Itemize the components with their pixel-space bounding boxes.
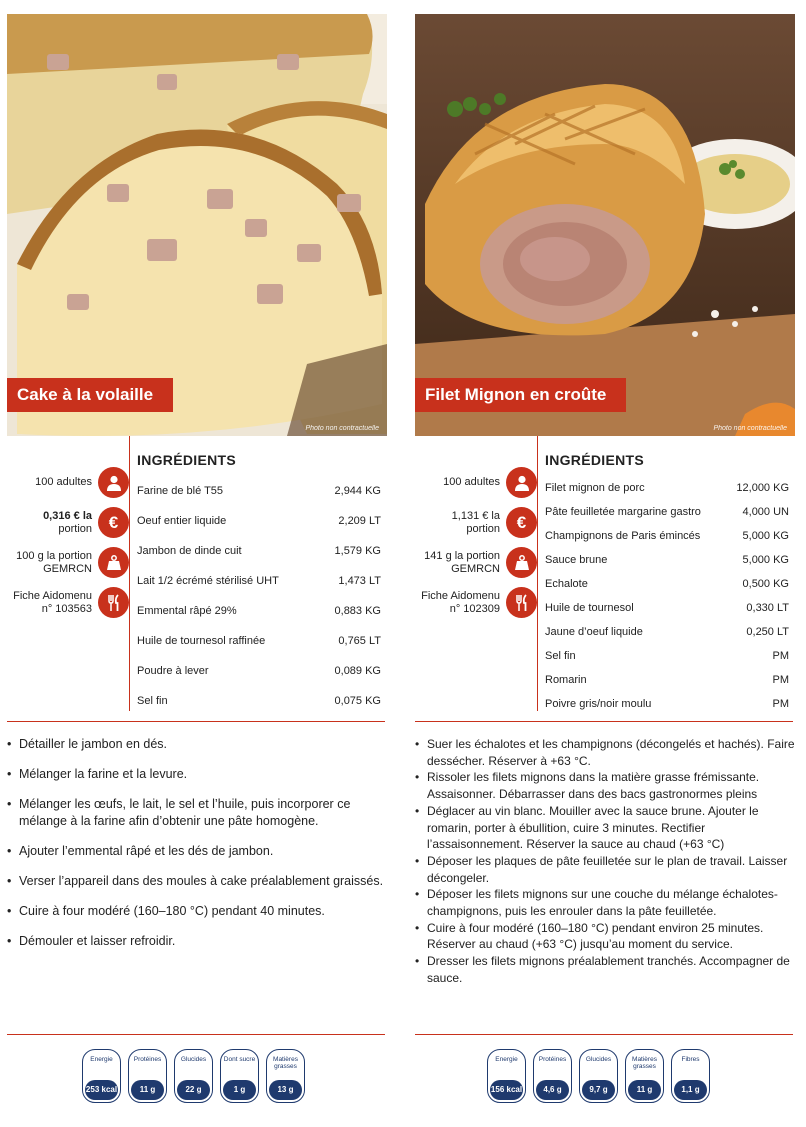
nutrition-badge-energy: Energie 253 kcal — [82, 1049, 121, 1103]
photo-disclaimer: Photo non contractuelle — [305, 425, 379, 432]
nutrition-badges-right — [487, 1049, 710, 1103]
ingredient-row: Jaune d’oeuf liquide 0,250 LT — [545, 626, 789, 638]
step-item: • Ajouter l’emmental râpé et les dés de jambon. — [7, 843, 387, 860]
servings-row — [409, 464, 537, 504]
ingredient-row: Huile de tournesol 0,330 LT — [545, 602, 789, 614]
info-section — [415, 436, 795, 721]
recipe-photo — [7, 14, 387, 436]
ingredient-row: Lait 1/2 écrémé stérilisé UHT 1,473 LT — [137, 575, 381, 587]
ingredients-title: INGRÉDIENTS — [545, 452, 644, 468]
preparation-steps — [415, 722, 795, 987]
nutrition-badges-left — [82, 1049, 305, 1103]
ingredient-row: Poudre à lever 0,089 KG — [137, 665, 381, 677]
photo-disclaimer: Photo non contractuelle — [713, 425, 787, 432]
ingredient-row: Pâte feuilletée margarine gastro 4,000 UN — [545, 506, 789, 518]
ingredient-row: Farine de blé T55 2,944 KG — [137, 485, 381, 497]
ingredients-block — [137, 436, 381, 716]
bottom-divider-left — [7, 1034, 385, 1035]
nutrition-badge-energy: Energie 156 kcal — [487, 1049, 526, 1103]
price-text: 0,316 € la portion — [43, 510, 92, 535]
ingredient-row: Huile de tournesol raffinée 0,765 LT — [137, 635, 381, 647]
preparation-steps — [7, 722, 387, 950]
ingredients-block — [545, 436, 789, 716]
fiche-text: Fiche Aidomenu n° 102309 — [421, 590, 500, 615]
step-item: • Cuire à four modéré (160–180 °C) pendant 40 minutes. — [7, 903, 387, 920]
ingredient-row: Echalote 0,500 KG — [545, 578, 789, 590]
price-text: 1,131 € la portion — [451, 510, 500, 535]
ingredient-row: Oeuf entier liquide 2,209 LT — [137, 515, 381, 527]
step-item: • Mélanger la farine et la levure. — [7, 766, 387, 783]
divider — [537, 436, 538, 711]
nutrition-badge-carbs: Glucides 22 g — [174, 1049, 213, 1103]
step-item: • Verser l’appareil dans des moules à cake préalablement graissés. — [7, 873, 387, 890]
servings-text: 100 adultes — [35, 476, 92, 488]
recipe-title: Cake à la volaille — [7, 378, 173, 412]
weight-icon — [98, 547, 129, 578]
ingredient-row: Filet mignon de porc 12,000 KG — [545, 482, 789, 494]
person-icon — [98, 467, 129, 498]
euro-icon: € — [98, 507, 129, 538]
bottom-divider-right — [415, 1034, 793, 1035]
step-item: • Déposer les plaques de pâte feuilletée sur le plan de travail. Laisser décongeler. — [415, 853, 795, 886]
recipe-meta — [409, 464, 537, 624]
fiche-row — [1, 584, 129, 624]
ingredient-row: Sel fin PM — [545, 650, 789, 662]
nutrition-badge-fat: Matières grasses 13 g — [266, 1049, 305, 1103]
step-item: • Cuire à four modéré (160–180 °C) pendant environ 25 minutes. Réserver au chaud (+63 °C) jusqu’au moment du service. — [415, 920, 795, 953]
fiche-row — [409, 584, 537, 624]
step-item: • Rissoler les filets mignons dans la matière grasse frémissante. Assaisonner. Débarrasser dans des bacs gastronormes pleins — [415, 769, 795, 802]
ingredients-title: INGRÉDIENTS — [137, 452, 236, 468]
recipe-meta — [1, 464, 129, 624]
ingredient-row: Poivre gris/noir moulu PM — [545, 698, 789, 710]
ingredient-row: Emmental râpé 29% 0,883 KG — [137, 605, 381, 617]
step-item: • Déposer les filets mignons sur une couche du mélange échalotes-champignons, puis les enrouler dans la pâte feuilletée. — [415, 886, 795, 919]
recipe-photo — [415, 14, 795, 436]
portion-row — [409, 544, 537, 584]
weight-icon — [506, 547, 537, 578]
step-item: • Détailler le jambon en dés. — [7, 736, 387, 753]
cutlery-icon — [506, 587, 537, 618]
cutlery-icon — [98, 587, 129, 618]
nutrition-badge-fiber: Fibres 1,1 g — [671, 1049, 710, 1103]
recipe-card-cake — [7, 14, 387, 963]
portion-text: 100 g la portion GEMRCN — [16, 550, 92, 575]
price-row — [1, 504, 129, 544]
nutrition-badge-protein: Protéines 11 g — [128, 1049, 167, 1103]
step-item: • Déglacer au vin blanc. Mouiller avec la sauce brune. Ajouter le romarin, porter à ébullition, cuire 3 minutes. Rectifier l’assaisonnement. Réserver la sauce au chaud (+63 °C) — [415, 803, 795, 853]
step-item: • Dresser les filets mignons préalablement tranchés. Accompagner de sauce. — [415, 953, 795, 986]
recipe-card-filet — [415, 14, 795, 987]
step-item: • Suer les échalotes et les champignons (décongelés et hachés). Faire dessécher. Réserver à +63 °C. — [415, 736, 795, 769]
person-icon — [506, 467, 537, 498]
recipe-title: Filet Mignon en croûte — [415, 378, 626, 412]
nutrition-badge-protein: Protéines 4,6 g — [533, 1049, 572, 1103]
step-item: • Démouler et laisser refroidir. — [7, 933, 387, 950]
ingredient-row: Sel fin 0,075 KG — [137, 695, 381, 707]
step-item: • Mélanger les œufs, le lait, le sel et l’huile, puis incorporer ce mélange à la farine afin d’obtenir une pâte homogène. — [7, 796, 387, 830]
nutrition-badge-sugar: Dont sucre 1 g — [220, 1049, 259, 1103]
price-row — [409, 504, 537, 544]
nutrition-badge-fat: Matières grasses 11 g — [625, 1049, 664, 1103]
servings-row — [1, 464, 129, 504]
info-section — [7, 436, 387, 721]
servings-text: 100 adultes — [443, 476, 500, 488]
portion-row — [1, 544, 129, 584]
ingredient-row: Sauce brune 5,000 KG — [545, 554, 789, 566]
ingredient-row: Champignons de Paris émincés 5,000 KG — [545, 530, 789, 542]
nutrition-badge-carbs: Glucides 9,7 g — [579, 1049, 618, 1103]
divider — [129, 436, 130, 711]
portion-text: 141 g la portion GEMRCN — [424, 550, 500, 575]
fiche-text: Fiche Aidomenu n° 103563 — [13, 590, 92, 615]
ingredient-row: Romarin PM — [545, 674, 789, 686]
euro-icon: € — [506, 507, 537, 538]
ingredient-row: Jambon de dinde cuit 1,579 KG — [137, 545, 381, 557]
